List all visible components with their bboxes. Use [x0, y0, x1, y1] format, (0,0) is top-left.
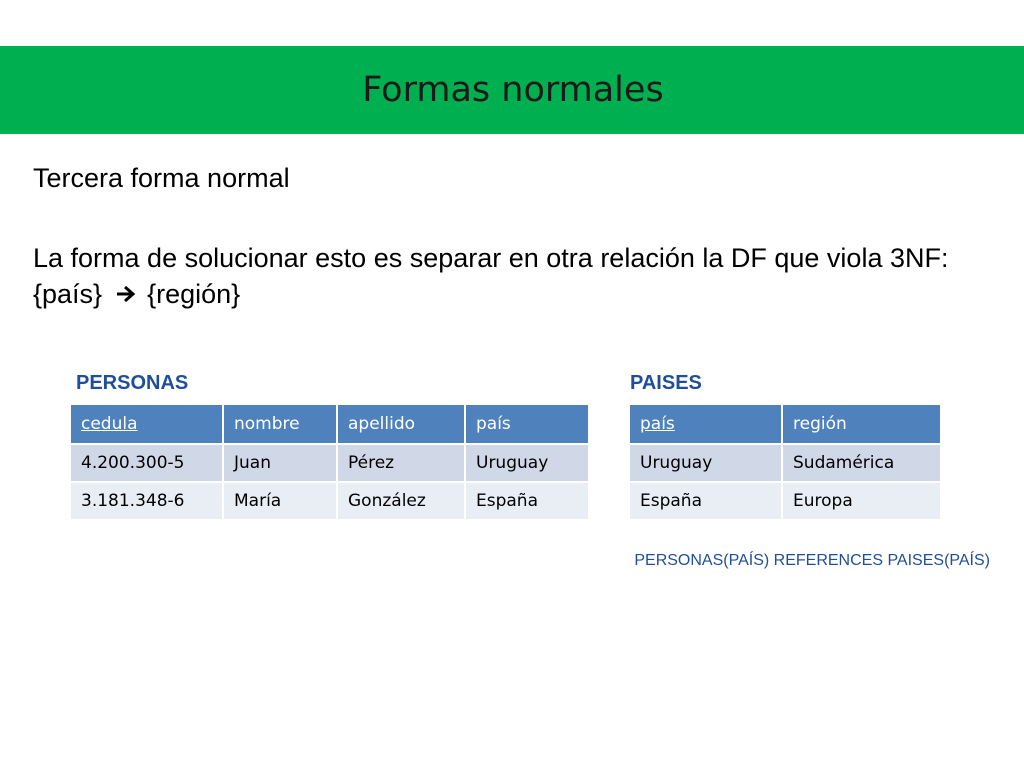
title-bar [0, 46, 1024, 134]
table-cell: María [223, 482, 337, 520]
arrow-right-icon [116, 285, 136, 303]
table-row [629, 444, 941, 482]
foreign-key-note: PERSONAS(PAÍS) REFERENCES PAISES(PAÍS) [634, 552, 990, 569]
column-header [223, 404, 337, 444]
paises-table-title: PAISES [630, 372, 702, 394]
table-row [629, 482, 941, 520]
table-cell: 3.181.348-6 [70, 482, 223, 520]
explanation-paragraph [33, 240, 993, 312]
column-header [70, 404, 223, 444]
personas-table [69, 403, 590, 521]
column-header-label: apellido [348, 414, 416, 434]
column-header [465, 404, 589, 444]
table-cell: España [465, 482, 589, 520]
table-cell: Juan [223, 444, 337, 482]
table-cell: España [629, 482, 782, 520]
section-heading: Tercera forma normal [33, 163, 290, 193]
slide-title: Formas normales [362, 70, 664, 110]
table-cell: Pérez [337, 444, 465, 482]
column-header-label: país [640, 414, 675, 434]
table-header-row [629, 404, 941, 444]
paragraph-prefix: La forma de solucionar esto es separar en otra relación la DF que viola 3NF: {país} [33, 243, 949, 309]
table-cell: González [337, 482, 465, 520]
paragraph-suffix: {región} [147, 279, 241, 309]
table-row [70, 482, 589, 520]
slide-body [33, 160, 993, 312]
column-header-label: región [793, 414, 847, 434]
column-header-label: nombre [234, 414, 300, 434]
table-cell: Uruguay [629, 444, 782, 482]
personas-table-title: PERSONAS [76, 372, 189, 394]
table-cell: Sudamérica [782, 444, 941, 482]
paises-table [628, 403, 942, 521]
table-cell: 4.200.300-5 [70, 444, 223, 482]
column-header-label: cedula [81, 414, 138, 434]
table-row [70, 444, 589, 482]
column-header [782, 404, 941, 444]
table-cell: Europa [782, 482, 941, 520]
table-header-row [70, 404, 589, 444]
column-header [629, 404, 782, 444]
column-header-label: país [476, 414, 511, 434]
column-header [337, 404, 465, 444]
table-cell: Uruguay [465, 444, 589, 482]
